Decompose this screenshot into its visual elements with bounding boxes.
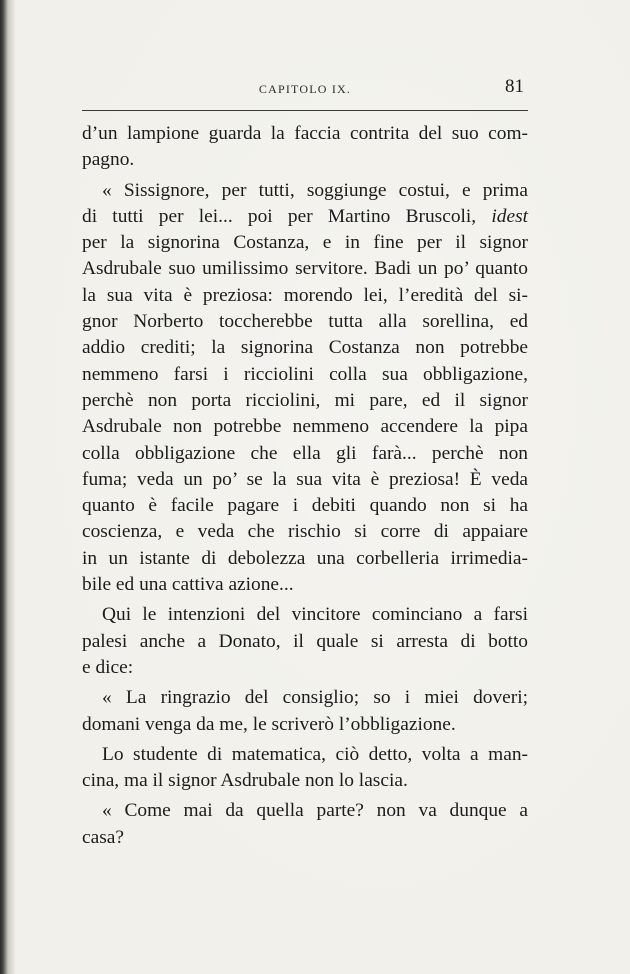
text-line: gnor Norberto toccherebbe tutta alla sorellina, ed <box>82 311 528 333</box>
italic-word: idest <box>491 205 528 227</box>
text-line: colla obbligazione che ella gli farà... perchè non <box>82 442 528 464</box>
text-segment: di tutti per lei... poi per Martino Bruscoli, <box>82 205 477 227</box>
page-header <box>82 76 528 102</box>
text-line: cina, ma il signor Asdrubale non lo lascia. <box>82 770 408 792</box>
text-line: e dice: <box>82 656 134 678</box>
text-line: Asdrubale non potrebbe nemmeno accendere la pipa <box>82 416 528 438</box>
text-line: coscienza, e veda che rischio si corre di appaiare <box>82 521 528 543</box>
text-line: domani venga da me, le scriverò l’obbligazione. <box>82 713 456 735</box>
header-rule <box>82 110 528 111</box>
text-line: Asdrubale suo umilissimo servitore. Badi un po’ quanto <box>82 258 528 280</box>
text-line: bile ed una cattiva azione... <box>82 574 294 596</box>
text-line: pagno. <box>82 149 135 171</box>
page-binding-shadow <box>0 0 16 974</box>
text-line: per la signorina Costanza, e in fine per il signor <box>82 232 528 254</box>
text-line: palesi anche a Donato, il quale si arresta di botto <box>82 630 528 652</box>
text-line: « La ringrazio del consiglio; so i miei doveri; <box>102 687 528 709</box>
text-line <box>82 204 528 230</box>
text-line: casa? <box>82 826 124 848</box>
page-number: 81 <box>505 76 524 97</box>
text-line: la sua vita è preziosa: morendo lei, l’eredità del si- <box>82 284 528 306</box>
text-line: quanto è facile pagare i debiti quando non si ha <box>82 495 528 517</box>
text-line: Lo studente di matematica, ciò detto, volta a man- <box>102 743 528 765</box>
text-line: « Sissignore, per tutti, soggiunge costui, e prima <box>102 179 528 201</box>
text-line: Qui le intenzioni del vincitore cominciano a farsi <box>102 604 528 626</box>
running-head: CAPITOLO IX. <box>258 82 352 96</box>
text-line: in un istante di debolezza una corbelleria irrimedia- <box>82 547 528 569</box>
text-line: « Come mai da quella parte? non va dunque a <box>102 800 528 822</box>
text-line: fuma; veda un po’ se la sua vita è preziosa! È veda <box>82 468 528 490</box>
text-line: addio crediti; la signorina Costanza non potrebbe <box>82 337 528 359</box>
body-text <box>82 121 528 851</box>
text-line: nemmeno farsi i ricciolini colla sua obbligazione, <box>82 363 528 385</box>
text-line: perchè non porta ricciolini, mi pare, ed il signor <box>82 389 528 411</box>
text-line: d’un lampione guarda la faccia contrita del suo com- <box>82 123 528 144</box>
